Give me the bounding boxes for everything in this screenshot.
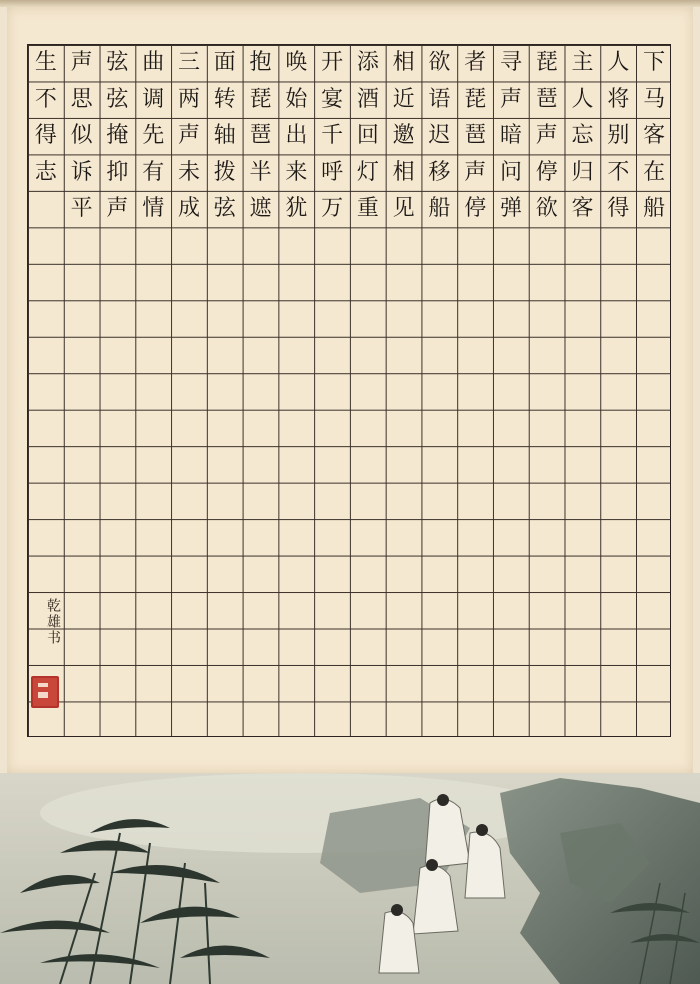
character-cell: 弦 [106, 86, 129, 112]
character-cell: 生 [34, 50, 57, 76]
text-column [636, 45, 672, 227]
character-cell: 掩 [106, 123, 129, 149]
character-cell: 转 [213, 86, 236, 112]
text-column [457, 45, 493, 227]
character-cell: 见 [392, 196, 415, 222]
character-cell: 抑 [106, 159, 129, 185]
character-cell: 三 [177, 50, 200, 76]
character-cell: 志 [34, 159, 57, 185]
character-cell: 开 [321, 50, 344, 76]
character-cell: 遮 [249, 196, 272, 222]
character-cell: 调 [142, 86, 165, 112]
character-cell: 琶 [464, 123, 487, 149]
character-cell: 半 [249, 159, 272, 185]
character-cell: 欲 [535, 196, 558, 222]
text-column [64, 45, 100, 227]
character-cell: 千 [321, 123, 344, 149]
text-column [565, 45, 601, 227]
character-cell: 者 [464, 50, 487, 76]
signature: 乾雄书 [45, 598, 61, 647]
text-column [314, 45, 350, 227]
character-cell: 归 [571, 159, 594, 185]
text-column [28, 45, 64, 191]
character-cell: 成 [177, 196, 200, 222]
character-cell: 客 [643, 123, 666, 149]
character-cell: 未 [177, 159, 200, 185]
character-cell: 移 [428, 159, 451, 185]
character-cell: 暗 [499, 123, 522, 149]
landscape-painting [0, 773, 700, 984]
character-cell: 声 [464, 159, 487, 185]
text-column [100, 45, 136, 227]
red-seal-stamp [31, 676, 59, 708]
character-cell: 不 [607, 159, 630, 185]
character-cell: 拨 [213, 159, 236, 185]
text-column [207, 45, 243, 227]
calligraphy-sheet [7, 7, 693, 773]
text-column [135, 45, 171, 227]
character-cell: 得 [34, 123, 57, 149]
character-cell: 弦 [213, 196, 236, 222]
character-cell: 两 [177, 86, 200, 112]
painting-image [0, 773, 700, 984]
character-cell: 在 [643, 159, 666, 185]
character-cell: 宴 [321, 86, 344, 112]
character-cell: 声 [535, 123, 558, 149]
text-column [350, 45, 386, 227]
text-column [386, 45, 422, 227]
character-cell: 琶 [535, 86, 558, 112]
character-cell: 琵 [249, 86, 272, 112]
character-grid [27, 44, 671, 737]
character-cell: 有 [142, 159, 165, 185]
character-cell: 犹 [285, 196, 308, 222]
text-column [171, 45, 207, 227]
character-cell: 似 [70, 123, 93, 149]
character-cell: 下 [643, 50, 666, 76]
character-cell: 万 [321, 196, 344, 222]
character-cell: 唤 [285, 50, 308, 76]
text-column [600, 45, 636, 227]
text-column [529, 45, 565, 227]
character-cell: 思 [70, 86, 93, 112]
character-cell: 问 [499, 159, 522, 185]
character-cell: 声 [177, 123, 200, 149]
character-cell: 得 [607, 196, 630, 222]
character-cell: 不 [34, 86, 57, 112]
scroll-top-edge [0, 0, 700, 7]
character-cell: 弦 [106, 50, 129, 76]
character-cell: 马 [643, 86, 666, 112]
character-cell: 出 [285, 123, 308, 149]
character-cell: 呼 [321, 159, 344, 185]
character-cell: 人 [607, 50, 630, 76]
text-column [243, 45, 279, 227]
character-cell: 添 [356, 50, 379, 76]
character-cell: 琶 [249, 123, 272, 149]
character-cell: 轴 [213, 123, 236, 149]
text-column [278, 45, 314, 227]
text-column [493, 45, 529, 227]
character-cell: 忘 [571, 123, 594, 149]
character-cell: 相 [392, 50, 415, 76]
text-column [422, 45, 458, 227]
character-cell: 先 [142, 123, 165, 149]
character-cell: 回 [356, 123, 379, 149]
character-cell: 声 [499, 86, 522, 112]
character-cell: 将 [607, 86, 630, 112]
character-cell: 始 [285, 86, 308, 112]
character-cell: 相 [392, 159, 415, 185]
character-cell: 重 [356, 196, 379, 222]
character-cell: 琵 [464, 86, 487, 112]
character-cell: 别 [607, 123, 630, 149]
character-cell: 船 [643, 196, 666, 222]
character-cell: 曲 [142, 50, 165, 76]
character-cell: 寻 [499, 50, 522, 76]
character-cell: 酒 [356, 86, 379, 112]
character-cell: 抱 [249, 50, 272, 76]
character-cell: 琵 [535, 50, 558, 76]
character-cell: 人 [571, 86, 594, 112]
character-cell: 来 [285, 159, 308, 185]
character-cell: 声 [70, 50, 93, 76]
character-cell: 情 [142, 196, 165, 222]
character-cell: 近 [392, 86, 415, 112]
character-cell: 语 [428, 86, 451, 112]
character-cell: 停 [535, 159, 558, 185]
character-cell: 迟 [428, 123, 451, 149]
character-cell: 面 [213, 50, 236, 76]
character-cell: 邀 [392, 123, 415, 149]
character-cell: 灯 [356, 159, 379, 185]
character-cell: 弹 [499, 196, 522, 222]
character-cell: 主 [571, 50, 594, 76]
character-cell: 船 [428, 196, 451, 222]
character-cell: 停 [464, 196, 487, 222]
character-cell: 声 [106, 196, 129, 222]
character-cell: 欲 [428, 50, 451, 76]
character-cell: 客 [571, 196, 594, 222]
character-cell: 诉 [70, 159, 93, 185]
character-cell: 平 [70, 196, 93, 222]
